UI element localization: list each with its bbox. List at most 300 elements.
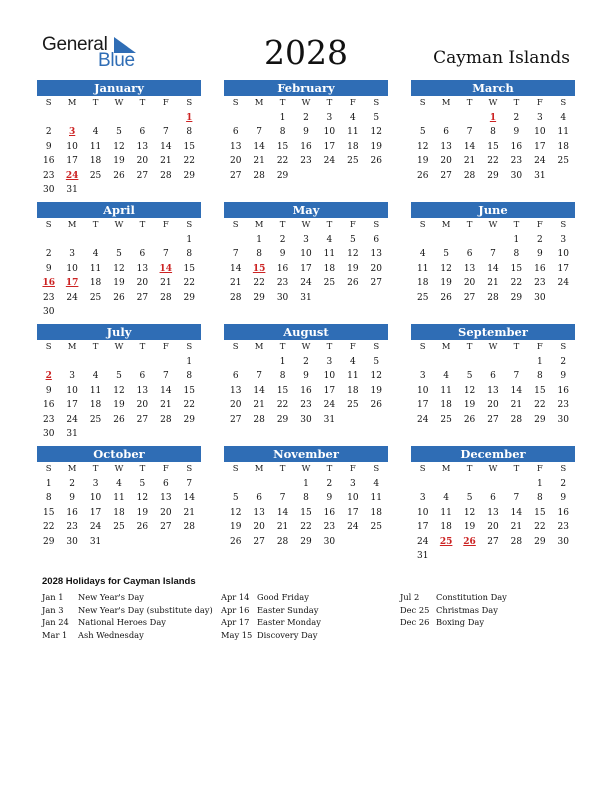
day-cell: 21 (463, 156, 476, 166)
week-row (411, 398, 575, 413)
holiday-date: Mar 1 (42, 629, 68, 640)
day-cell: 23 (300, 156, 312, 166)
day-cell: 4 (443, 371, 449, 381)
month-august (224, 324, 388, 439)
day-cell: 29 (183, 170, 195, 181)
week-row (37, 384, 201, 399)
day-cell: 23 (276, 278, 289, 288)
day-cell: 10 (416, 507, 429, 518)
day-cell: 31 (300, 292, 312, 303)
day-cell: 24 (300, 278, 312, 288)
day-cell: 16 (557, 385, 569, 396)
weekday-label: S (419, 342, 426, 352)
weekday-label: M (441, 220, 451, 230)
day-cell: 23 (323, 522, 336, 532)
day-cell: 26 (229, 536, 242, 547)
day-cell: 14 (463, 141, 476, 152)
day-cell: 2 (45, 127, 52, 137)
empty-day-cell (224, 477, 247, 492)
weekday-label: T (92, 220, 99, 230)
day-cell: 6 (490, 371, 496, 381)
holiday-date: Apr 16 (221, 604, 250, 615)
day-cell: 1 (45, 478, 52, 489)
weekday-label: S (232, 220, 239, 230)
day-cell: 4 (116, 478, 122, 489)
day-cell: 13 (136, 385, 149, 396)
day-cell: 3 (69, 371, 75, 381)
day-cell: 6 (232, 371, 239, 381)
day-cell: 26 (113, 292, 125, 303)
day-cell: 2 (513, 112, 520, 123)
empty-day-cell (178, 305, 201, 320)
day-cell: 12 (370, 371, 382, 381)
day-cell: 16 (276, 263, 289, 274)
week-row (37, 369, 201, 384)
day-cell: 3 (69, 249, 75, 259)
day-cell: 8 (279, 127, 286, 137)
day-cell: 11 (323, 249, 336, 259)
week-row (224, 247, 388, 262)
weekday-label: S (45, 464, 52, 474)
day-cell: 7 (162, 127, 169, 137)
weekday-label: F (162, 342, 169, 352)
week-row (411, 477, 575, 492)
weekday-label: S (232, 98, 239, 108)
empty-day-cell (60, 355, 83, 370)
holiday-day-cell: 26 (463, 536, 476, 547)
holiday-name: Ash Wednesday (78, 629, 144, 640)
day-cell: 3 (326, 356, 333, 367)
day-cell: 12 (416, 141, 429, 152)
months-grid (37, 80, 575, 561)
day-cell: 19 (347, 263, 359, 274)
day-cell: 24 (66, 414, 78, 425)
day-cell: 15 (183, 141, 195, 152)
empty-day-cell (131, 183, 154, 198)
day-cell: 16 (557, 507, 569, 518)
day-cell: 16 (510, 141, 523, 152)
empty-day-cell (458, 549, 481, 564)
weekday-label: T (139, 342, 146, 352)
month-january (37, 80, 201, 195)
day-cell: 1 (513, 234, 520, 245)
day-cell: 15 (183, 385, 195, 396)
day-cell: 15 (510, 263, 523, 274)
empty-day-cell (37, 111, 60, 126)
holiday-date: Jan 24 (42, 617, 69, 627)
day-cell: 28 (183, 522, 195, 532)
week-row (37, 535, 201, 550)
weekday-label: T (279, 220, 286, 230)
day-cell: 14 (160, 385, 172, 396)
weekday-label: W (488, 220, 498, 230)
day-cell: 2 (536, 234, 543, 245)
week-row (37, 427, 201, 442)
weekday-label: S (45, 220, 52, 230)
empty-day-cell (481, 549, 504, 564)
day-cell: 24 (323, 400, 336, 410)
day-cell: 26 (370, 156, 382, 166)
day-cell: 17 (323, 141, 336, 152)
day-cell: 6 (256, 493, 262, 503)
day-cell: 31 (416, 551, 429, 561)
empty-day-cell (341, 169, 364, 184)
empty-day-cell (131, 233, 154, 248)
day-cell: 13 (487, 507, 499, 518)
day-cell: 24 (557, 278, 569, 288)
day-cell: 19 (229, 522, 242, 532)
day-cell: 9 (45, 385, 52, 396)
day-cell: 6 (162, 478, 169, 489)
weekday-header-row (411, 218, 575, 233)
week-row (411, 233, 575, 248)
week-row (224, 384, 388, 399)
day-cell: 5 (116, 249, 122, 259)
day-cell: 27 (136, 292, 149, 303)
day-cell: 31 (66, 185, 78, 195)
day-cell: 6 (232, 127, 239, 137)
day-cell: 23 (42, 170, 55, 181)
day-cell: 20 (229, 400, 242, 410)
empty-day-cell (481, 477, 504, 492)
day-cell: 11 (89, 141, 102, 152)
empty-day-cell (341, 413, 364, 428)
day-cell: 14 (487, 263, 499, 274)
day-cell: 18 (440, 400, 452, 410)
calendar-year: 2028 (264, 33, 348, 72)
month-header: October (37, 446, 201, 462)
day-cell: 16 (534, 263, 546, 274)
day-cell: 12 (113, 263, 125, 274)
day-cell: 14 (160, 141, 172, 152)
weekday-header-row (224, 218, 388, 233)
day-cell: 5 (116, 371, 122, 381)
empty-day-cell (84, 233, 107, 248)
empty-day-cell (224, 355, 247, 370)
day-cell: 30 (534, 292, 546, 303)
empty-day-cell (224, 111, 247, 126)
month-header: June (411, 202, 575, 218)
day-cell: 5 (419, 127, 426, 137)
weekday-label: F (349, 220, 356, 230)
day-cell: 25 (557, 156, 569, 166)
holidays-title: 2028 Holidays for Cayman Islands (42, 576, 196, 587)
weekday-label: T (92, 98, 99, 108)
day-cell: 20 (253, 522, 265, 532)
day-cell: 19 (370, 385, 382, 396)
holiday-date: Apr 14 (221, 592, 250, 602)
holiday-date: Dec 26 (400, 617, 430, 627)
weekday-label: S (232, 342, 239, 352)
week-row (411, 413, 575, 428)
day-cell: 13 (229, 141, 242, 152)
weekday-label: T (139, 220, 146, 230)
day-cell: 14 (510, 507, 523, 518)
week-row (224, 262, 388, 277)
empty-day-cell (552, 291, 575, 306)
week-row (411, 520, 575, 535)
day-cell: 14 (229, 263, 242, 274)
week-row (224, 291, 388, 306)
empty-day-cell (154, 427, 177, 442)
week-row (411, 154, 575, 169)
day-cell: 18 (89, 278, 102, 288)
day-cell: 3 (349, 478, 356, 489)
weekday-label: W (301, 342, 311, 352)
day-cell: 12 (463, 507, 476, 518)
weekday-label: W (114, 220, 124, 230)
weekday-label: W (114, 464, 124, 474)
day-cell: 19 (136, 507, 149, 518)
day-cell: 7 (232, 249, 239, 259)
weekday-label: M (254, 342, 264, 352)
day-cell: 1 (536, 478, 543, 489)
holiday-name: National Heroes Day (78, 617, 166, 627)
empty-day-cell (365, 169, 388, 184)
weekday-label: S (45, 342, 52, 352)
weekday-label: T (513, 464, 520, 474)
day-cell: 17 (66, 156, 78, 166)
day-cell: 30 (42, 429, 55, 439)
day-cell: 23 (534, 278, 546, 288)
day-cell: 20 (136, 156, 149, 166)
day-cell: 11 (347, 371, 359, 381)
weekday-label: F (536, 464, 543, 474)
day-cell: 28 (253, 414, 265, 425)
day-cell: 18 (416, 278, 429, 288)
weekday-label: T (466, 220, 473, 230)
day-cell: 7 (279, 493, 286, 503)
day-cell: 29 (534, 414, 546, 425)
empty-day-cell (365, 291, 388, 306)
day-cell: 14 (276, 507, 289, 518)
empty-day-cell (154, 183, 177, 198)
empty-day-cell (178, 427, 201, 442)
empty-day-cell (458, 111, 481, 126)
day-cell: 17 (534, 141, 546, 152)
empty-day-cell (552, 549, 575, 564)
week-row (224, 154, 388, 169)
weekday-label: W (301, 98, 311, 108)
holiday-name: Easter Sunday (257, 604, 319, 615)
day-cell: 10 (66, 141, 78, 152)
empty-day-cell (60, 111, 83, 126)
week-row (37, 355, 201, 370)
day-cell: 23 (557, 400, 569, 410)
day-cell: 10 (323, 127, 336, 137)
weekday-label: T (92, 342, 99, 352)
empty-day-cell (154, 535, 177, 550)
weekday-label: W (488, 464, 498, 474)
day-cell: 9 (560, 493, 567, 503)
day-cell: 4 (92, 249, 99, 259)
weekday-label: T (513, 220, 520, 230)
day-cell: 7 (162, 249, 169, 259)
weekday-label: M (67, 220, 77, 230)
holiday-day-cell: 16 (42, 278, 55, 288)
day-cell: 20 (487, 522, 499, 532)
day-cell: 23 (300, 400, 312, 410)
day-cell: 9 (560, 371, 567, 381)
empty-day-cell (434, 233, 457, 248)
week-row (37, 520, 201, 535)
weekday-label: F (162, 464, 169, 474)
day-cell: 15 (534, 385, 546, 396)
week-row (411, 384, 575, 399)
day-cell: 17 (416, 400, 429, 410)
day-cell: 3 (92, 478, 99, 489)
month-november (224, 446, 388, 561)
holiday-day-cell: 15 (252, 263, 266, 274)
day-cell: 27 (253, 536, 265, 547)
day-cell: 17 (416, 522, 429, 532)
day-cell: 29 (253, 292, 265, 303)
empty-day-cell (365, 535, 388, 550)
empty-day-cell (552, 169, 575, 184)
weekday-label: F (349, 98, 356, 108)
day-cell: 21 (160, 278, 172, 288)
holiday-date: Dec 25 (400, 604, 430, 615)
day-cell: 24 (323, 156, 336, 166)
day-cell: 11 (440, 385, 452, 396)
day-cell: 5 (349, 234, 356, 245)
month-may (224, 202, 388, 317)
day-cell: 4 (443, 493, 449, 503)
week-row (411, 247, 575, 262)
day-cell: 2 (69, 478, 75, 489)
day-cell: 18 (347, 385, 359, 396)
empty-day-cell (224, 233, 247, 248)
weekday-label: F (349, 464, 356, 474)
weekday-label: S (186, 98, 193, 108)
holiday-date: May 15 (221, 629, 253, 640)
day-cell: 7 (513, 371, 520, 381)
empty-day-cell (458, 477, 481, 492)
day-cell: 22 (276, 400, 289, 410)
weekday-header-row (37, 218, 201, 233)
day-cell: 23 (557, 522, 569, 532)
day-cell: 15 (276, 385, 289, 396)
weekday-label: M (67, 342, 77, 352)
day-cell: 12 (440, 263, 452, 274)
weekday-label: F (162, 220, 169, 230)
day-cell: 22 (534, 400, 546, 410)
day-cell: 25 (347, 156, 359, 166)
weekday-label: F (536, 220, 543, 230)
day-cell: 22 (300, 522, 312, 532)
empty-day-cell (84, 355, 107, 370)
day-cell: 14 (183, 493, 195, 503)
day-cell: 28 (160, 170, 172, 181)
day-cell: 24 (416, 536, 429, 547)
weekday-label: S (186, 220, 193, 230)
day-cell: 8 (279, 371, 286, 381)
week-row (411, 535, 575, 550)
week-row (37, 247, 201, 262)
day-cell: 13 (440, 141, 452, 152)
weekday-label: F (536, 342, 543, 352)
day-cell: 18 (440, 522, 452, 532)
day-cell: 28 (276, 536, 289, 547)
empty-day-cell (505, 549, 528, 564)
weekday-label: M (441, 464, 451, 474)
month-october (37, 446, 201, 561)
day-cell: 18 (557, 141, 569, 152)
day-cell: 30 (276, 292, 289, 303)
day-cell: 24 (416, 414, 429, 425)
day-cell: 17 (89, 507, 102, 518)
day-cell: 9 (303, 127, 309, 137)
weekday-header-row (37, 462, 201, 477)
day-cell: 8 (186, 371, 193, 381)
day-cell: 8 (536, 371, 543, 381)
day-cell: 23 (510, 156, 523, 166)
day-cell: 21 (183, 507, 195, 518)
week-row (37, 491, 201, 506)
month-header: December (411, 446, 575, 462)
day-cell: 7 (256, 371, 262, 381)
day-cell: 18 (89, 156, 102, 166)
empty-day-cell (411, 355, 434, 370)
day-cell: 25 (370, 522, 382, 532)
weekday-label: T (139, 98, 146, 108)
empty-day-cell (131, 535, 154, 550)
day-cell: 20 (136, 400, 149, 410)
day-cell: 18 (370, 507, 382, 518)
empty-day-cell (318, 169, 341, 184)
empty-day-cell (271, 477, 294, 492)
weekday-label: S (373, 342, 380, 352)
day-cell: 3 (419, 371, 426, 381)
week-row (224, 535, 388, 550)
day-cell: 11 (416, 263, 429, 274)
day-cell: 4 (92, 371, 99, 381)
day-cell: 24 (89, 522, 102, 532)
day-cell: 15 (42, 507, 55, 518)
holiday-day-cell: 17 (65, 278, 79, 288)
month-april (37, 202, 201, 317)
week-row (37, 305, 201, 320)
empty-day-cell (505, 355, 528, 370)
empty-day-cell (154, 355, 177, 370)
day-cell: 29 (183, 292, 195, 303)
day-cell: 31 (66, 429, 78, 439)
holiday-name: Easter Monday (257, 617, 321, 627)
weekday-label: S (232, 464, 239, 474)
week-row (411, 111, 575, 126)
day-cell: 18 (89, 400, 102, 410)
weekday-label: T (513, 98, 520, 108)
day-cell: 12 (463, 385, 476, 396)
day-cell: 5 (116, 127, 122, 137)
day-cell: 7 (162, 371, 169, 381)
day-cell: 23 (66, 522, 78, 532)
weekday-header-row (411, 340, 575, 355)
day-cell: 27 (229, 414, 242, 425)
week-row (37, 291, 201, 306)
day-cell: 23 (42, 414, 55, 425)
week-row (411, 506, 575, 521)
day-cell: 8 (303, 493, 309, 503)
week-row (224, 413, 388, 428)
day-cell: 19 (416, 156, 429, 166)
day-cell: 28 (253, 170, 265, 181)
day-cell: 2 (279, 234, 286, 245)
day-cell: 14 (253, 141, 265, 152)
holiday-name: New Year's Day (substitute day) (78, 604, 213, 615)
week-row (37, 125, 201, 140)
day-cell: 4 (349, 356, 356, 367)
